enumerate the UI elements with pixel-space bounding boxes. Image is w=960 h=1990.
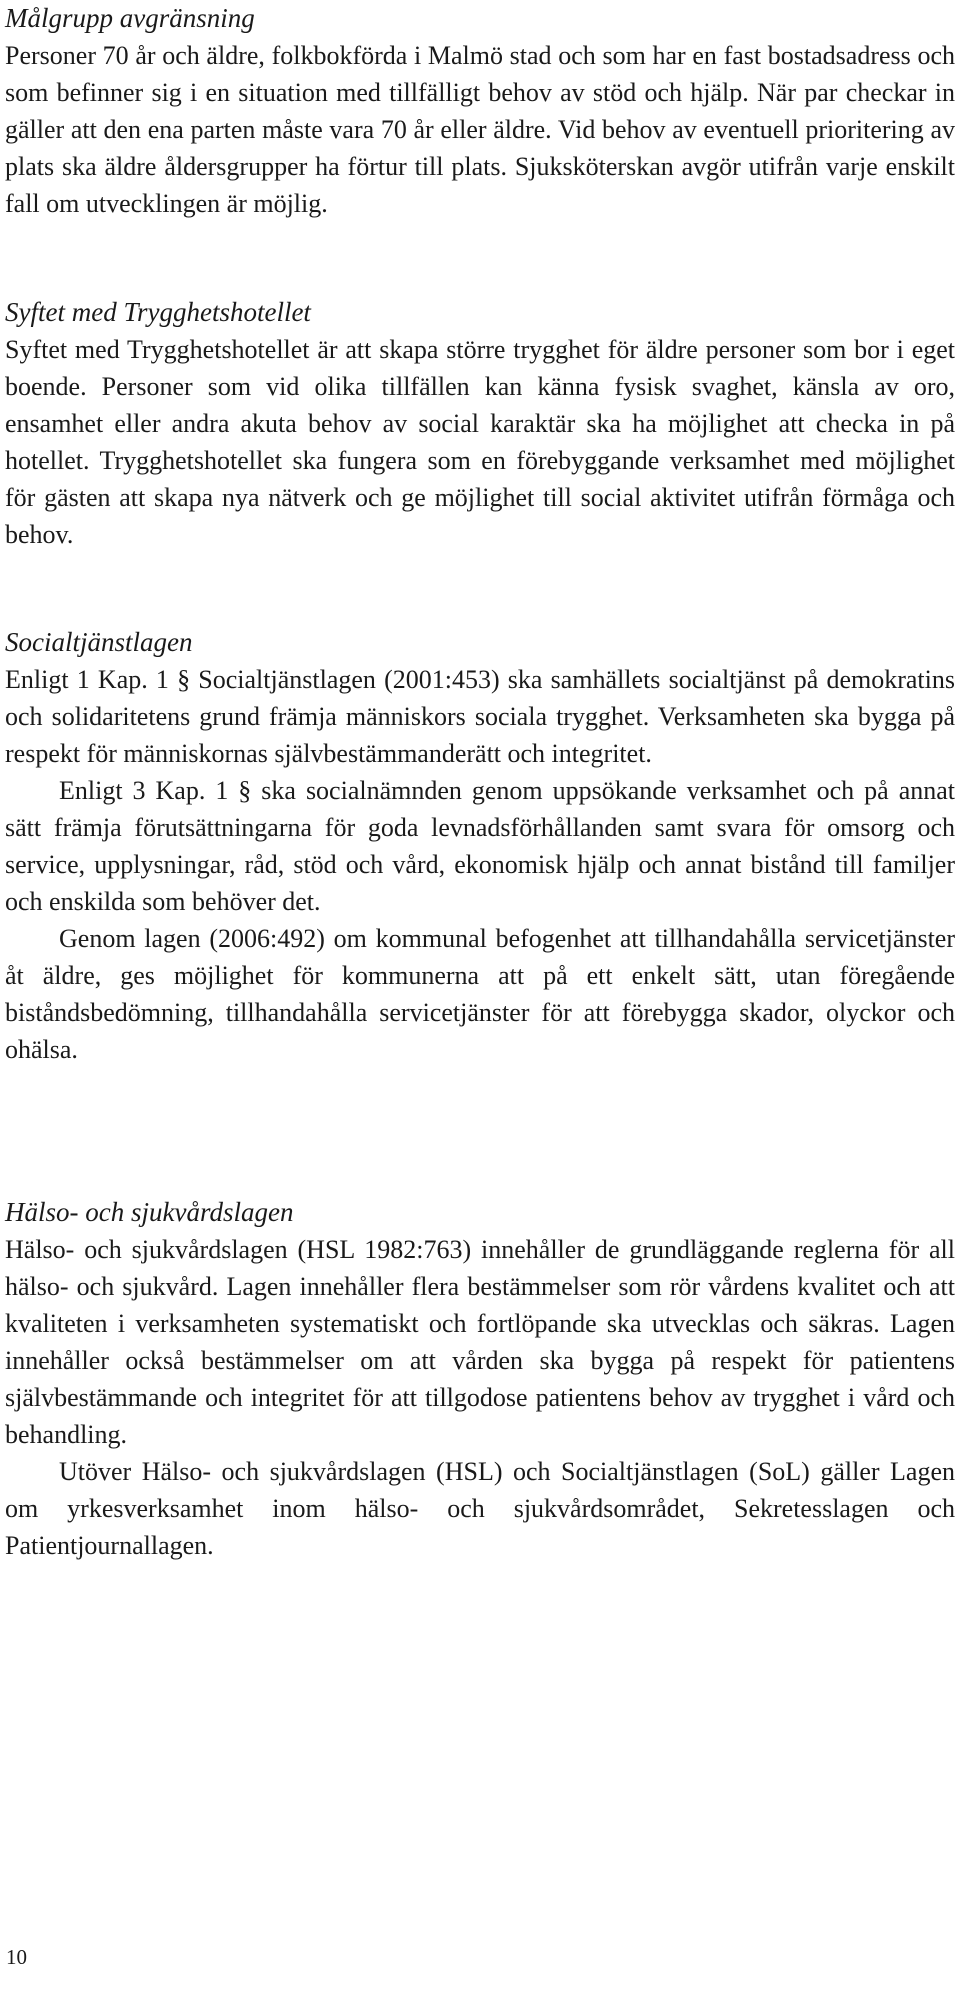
- section-heading: Syftet med Trygghetshotellet: [5, 297, 311, 327]
- paragraph: Genom lagen (2006:492) om kommunal befogenhet att tillhandahålla servicetjänster åt äldre, ges möjlighet för kommunerna att på ett enkelt sätt, utan föregående biståndsbedömning, tillhandahålla servicetjänster för att förebygga skador, olyckor och ohälsa.: [5, 924, 955, 1064]
- section-heading: Socialtjänstlagen: [5, 627, 193, 657]
- paragraph: Personer 70 år och äldre, folkbokförda i Malmö stad och som har en fast bostadsadress och som befinner sig i en situation med tillfälligt behov av stöd och hjälp. När par checkar in gäller att den ena parten måste vara 70 år eller äldre. Vid behov av eventuell prioritering av plats ska äldre åldersgrupper ha förtur till plats. Sjuksköterskan avgör utifrån varje enskilt fall om utvecklingen är möjlig.: [5, 41, 955, 218]
- paragraph: Hälso- och sjukvårdslagen (HSL 1982:763) innehåller de grundläggande reglerna för all hälso- och sjukvård. Lagen innehåller flera bestämmelser som rör vårdens kvalitet och att kvaliteten i verksamheten systematiskt och fortlöpande ska utvecklas och säkras. Lagen innehåller också bestämmelser om att vården ska bygga på respekt för patientens självbestämmande och integritet för att tillgodose patientens behov av trygghet i vård och behandling.: [5, 1235, 955, 1449]
- paragraph: Enligt 3 Kap. 1 § ska socialnämnden genom uppsökande verksamhet och på annat sätt främja förutsättningarna för goda levnadsförhållanden samt svara för omsorg och service, upplysningar, råd, stöd och vård, ekonomisk hjälp och annat bistånd till familjer och enskilda som behöver det.: [5, 776, 955, 916]
- section-syftet: [5, 294, 955, 553]
- section-halso-och-sjukvardslagen: [5, 1194, 955, 1564]
- page-number: 10: [6, 1945, 27, 1969]
- section-malgrupp: [5, 0, 955, 222]
- section-heading: Hälso- och sjukvårdslagen: [5, 1197, 294, 1227]
- section-socialtjanstlagen: [5, 624, 955, 1068]
- section-heading: Målgrupp avgränsning: [5, 3, 255, 33]
- paragraph: Utöver Hälso- och sjukvårdslagen (HSL) och Socialtjänstlagen (SoL) gäller Lagen om yrkesverksamhet inom hälso- och sjukvårdsområdet, Sekretesslagen och Patientjournallagen.: [5, 1457, 955, 1560]
- paragraph: Enligt 1 Kap. 1 § Socialtjänstlagen (2001:453) ska samhällets socialtjänst på demokratins och solidaritetens grund främja människors sociala trygghet. Verksamheten ska bygga på respekt för människornas självbestämmanderätt och integritet.: [5, 665, 955, 768]
- paragraph: Syftet med Trygghetshotellet är att skapa större trygghet för äldre personer som bor i eget boende. Personer som vid olika tillfällen kan känna fysisk svaghet, känsla av oro, ensamhet eller andra akuta behov av social karaktär ska ha möjlighet att checka in på hotellet. Trygghetshotellet ska fungera som en förebyggande verksamhet med möjlighet för gästen att skapa nya nätverk och ge möjlighet till social aktivitet utifrån förmåga och behov.: [5, 335, 955, 549]
